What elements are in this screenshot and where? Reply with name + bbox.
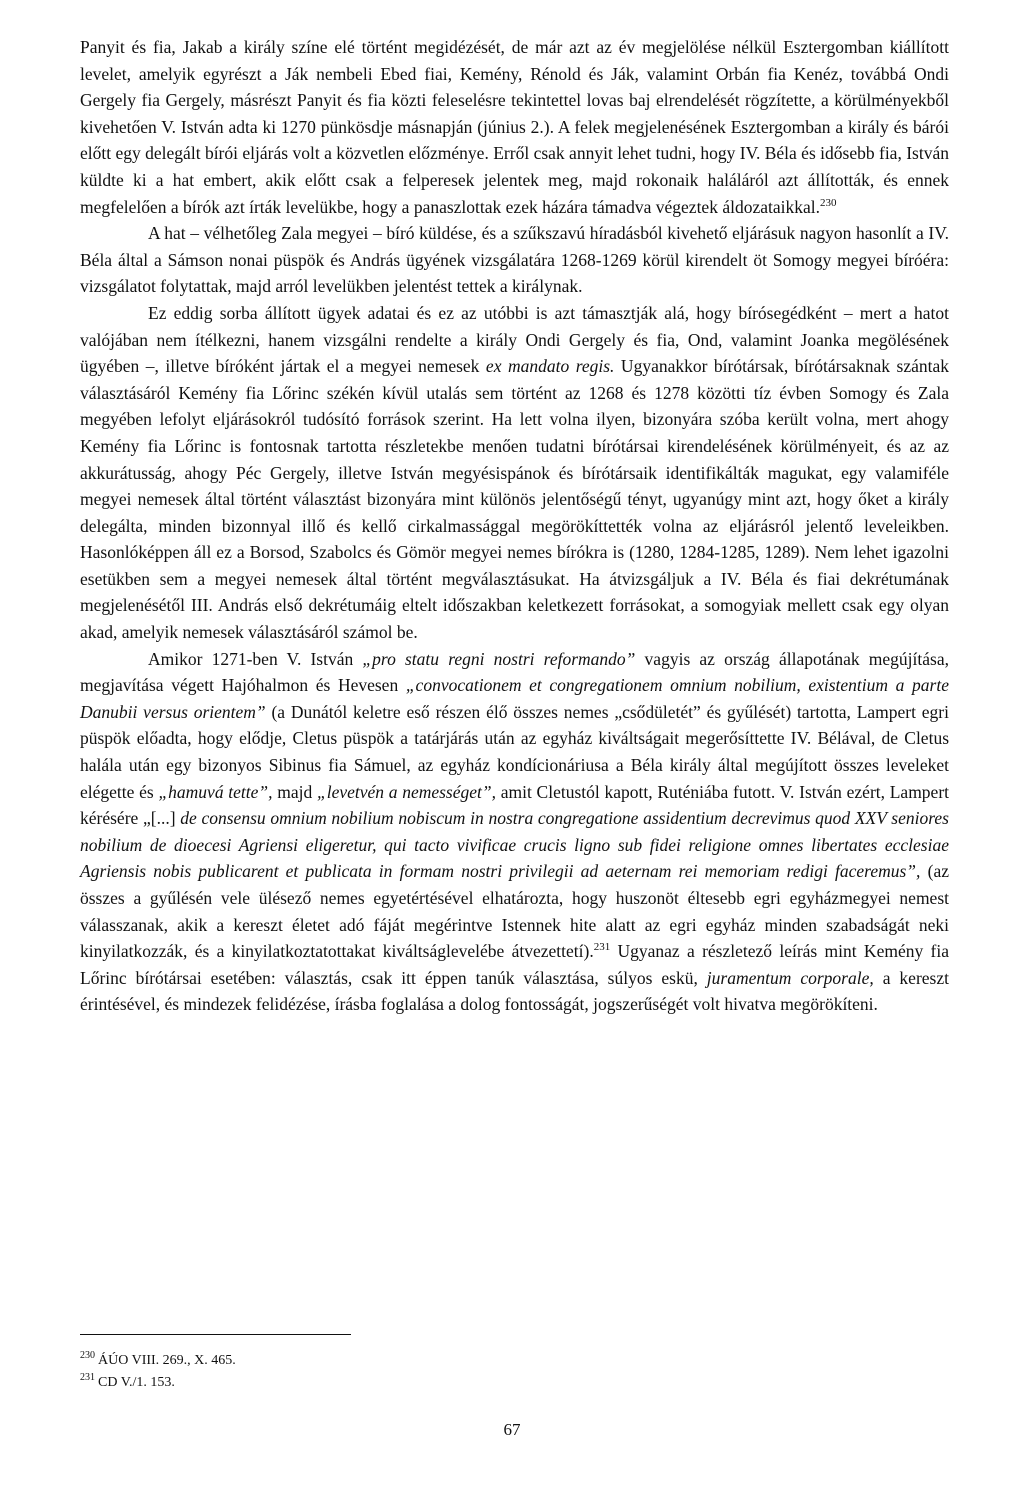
- paragraph-4: Amikor 1271-ben V. István „pro statu regni nostri reformando” vagyis az ország állapotának megújítása, megjavítása végett Hajóhalmon és Hevesen „convocationem et congregationem omnium nobilium, existentium a parte Danubii versus orientem” (a Dunától keletre eső részen élő összes nemes „csődületét” és gyűlését) tartotta, Lampert egri püspök előadta, hogy elődje, Cletus püspök a tatárjárás után az egyház kiváltságait megerősíttette IV. Bélával, de Cletus halála után egy bizonyos Sibinus fia Sámuel, az egyház kondícionáriusa a Béla király által megújított összes leveleket elégette és „hamuvá tette”, majd „levetvén a nemességet”, amit Cletustól kapott, Ruténiába futott. V. István ezért, Lampert kérésére „[...] de consensu omnium nobilium nobiscum in nostra congregatione assidentium decrevimus quod XXV seniores nobilium de dioecesi Agriensi eligeretur, qui tacto vivificae crucis ligno sub fidei religione omnes libertates ecclesiae Agriensis nobis publicarent et publicata in formam nostri privilegii ad aeternam rei memoriam redigi faceremus”, (az összes a gyűlésén vele ülésező nemes egyetértésével elhatározta, hogy huszonöt éltesebb egri egyházmegyei nemest válasszanak, akik a kereszt életet adó fáját megérintve Istennek hite alatt az egri egyház minden szabadságát neki kinyilatkozzák, és a kinyilatkoztatottakat kiváltságlevelébe átvezettetí).$^{231}$ Ugyanaz a részletező leírás mint Kemény fia Lőrinc bírótársai esetében: választás, csak itt éppen tanúk választása, súlyos eskü, juramentum corporale, a kereszt érintésével, és mindezek felidézése, írásba foglalása a dolog fontosságát, jogszerűségét volt hivatva megörökíteni.: [80, 648, 950, 1015]
- page-number: 67: [503, 1420, 521, 1439]
- quoted-phrase: „hamuvá tette”,: [158, 781, 273, 802]
- paragraph-1: Panyit és fia, Jakab a király színe elé történt megidézését, de már azt az év megjelölése nélkül Esztergomban kiállított levelet, amelyik egyrészt a Ják nembeli Ebed fiai, Kemény, Rénold és Ják, valamint Orbán fia Kenéz, továbbá Ondi Gergely fia Gergely, másrészt Panyit és fia közti feleselésre tekintettel lovas baj elrendelését rögzítette, a körülményekből kivehetően V. István adta ki 1270 pünkösdje másnapján (június 2.). A felek megjelenésének Esztergomban a király és bárói előtt egy delegált bírói eljárás volt a közvetlen előzménye. Erről csak annyit lehet tudni, hogy IV. Béla és idősebb fia, István küldte ki a hat embert, akik előtt csak a felperesek jelentek meg, majd rokonaik haláláról azt állították, és ennek megfelelően a bírók azt írták levelükbe, hogy a panaszlottak ezek házára támadva végeztek áldozataikkal.$^{230}$: [80, 37, 949, 217]
- footnote-ref-230[interactable]: 230: [819, 196, 837, 209]
- latin-phrase: „pro statu regni nostri reformando”: [362, 648, 636, 669]
- document-body: [80, 34, 949, 1018]
- latin-phrase: juramentum corporale,: [706, 967, 874, 988]
- latin-quotation: de consensu omnium nobilium nobiscum in nostra congregatione assidentium decrevimus quod XXV seniores nobilium de dioecesi Agriensi eligeretur, qui tacto vivificae crucis ligno sub fidei religione omnes libertates ecclesiae Agriensis nobis publicarent et publicata in formam nostri privilegii ad aeternam rei memoriam redigi faceremus”,: [80, 808, 949, 882]
- paragraph-3: Ez eddig sorba állított ügyek adatai és ez az utóbbi is azt támasztják alá, hogy bírósegédként – mert a hatot valójában nem ítélkezni, hanem vizsgálni rendelte a király Ondi Gergely és fia, Ond, valamint Joanka megölésének ügyében –, illetve bíróként jártak el a megyei nemesek ex mandato regis. Ugyanakkor bírótársak, bírótársaknak szántak választásáról Kemény fia Lőrinc székén kívül utalás sem történt az 1268 és 1278 közötti tíz évben Somogy és Zala megyében lefolyt eljárásokról tudósító források szerint. Ha lett volna ilyen, bizonyára szóba került volna, mert ahogy Kemény fia Lőrinc is fontosnak tartotta részletekbe menően tudatni bírótársai kirendelésének körülményeit, és az az akkurátusság, ahogy Péc Gergely, illetve István megyésispánok és bírótársaik identifikálták magukat, egy valamiféle megyei nemesek által történt választást bizonyára mint különös jelentőségű tényt, ugyanúgy mint azt, hogy őket a király delegálta, minden bizonnyal illő és kellő cirkalmassággal megörökíttették volna az eljárásról jelentő leveleikben. Hasonlóképpen áll ez a Borsod, Szabolcs és Gömör megyei nemes bírókra is (1280, 1284-1285, 1289). Nem lehet igazolni esetükben sem a megyei nemesek által történt megválasztásukat. Ha átvizsgáljuk a IV. Béla és fiai dekrétumának megjelenésétől III. András első dekrétumáig eltelt időszakban keletkezett forrásokat, a somogyiak mellett csak egy olyan akad, amelyik nemesek választásáról számol be.: [80, 302, 949, 643]
- footnotes: [80, 1350, 680, 1394]
- footnote-ref-231[interactable]: 231: [593, 941, 611, 954]
- latin-phrase: „convocationem et congregationem omnium nobilium, existentium a parte Danubii versus orientem”: [80, 675, 949, 722]
- footnote-divider: [80, 1334, 351, 1335]
- quoted-phrase: „levetvén a nemességet”,: [316, 781, 497, 802]
- footnote-231: $^{231}$ CD V./1. 153.: [80, 1372, 175, 1390]
- latin-phrase: ex mandato regis.: [485, 356, 615, 377]
- footnote-230: $^{230}$ ÁÚO VIII. 269., X. 465.: [80, 1350, 236, 1368]
- paragraph-2: A hat – vélhetőleg Zala megyei – bíró küldése, és a szűkszavú híradásból kivehető eljárásuk nagyon hasonlít a IV. Béla által a Sámson nonai püspök és András ügyének vizsgálatára 1268-1269 körül kirendelt öt Somogy megyei bíróéra: vizsgálatot folytattak, majd arról levelükben jelentést tettek a királynak.: [80, 223, 949, 297]
